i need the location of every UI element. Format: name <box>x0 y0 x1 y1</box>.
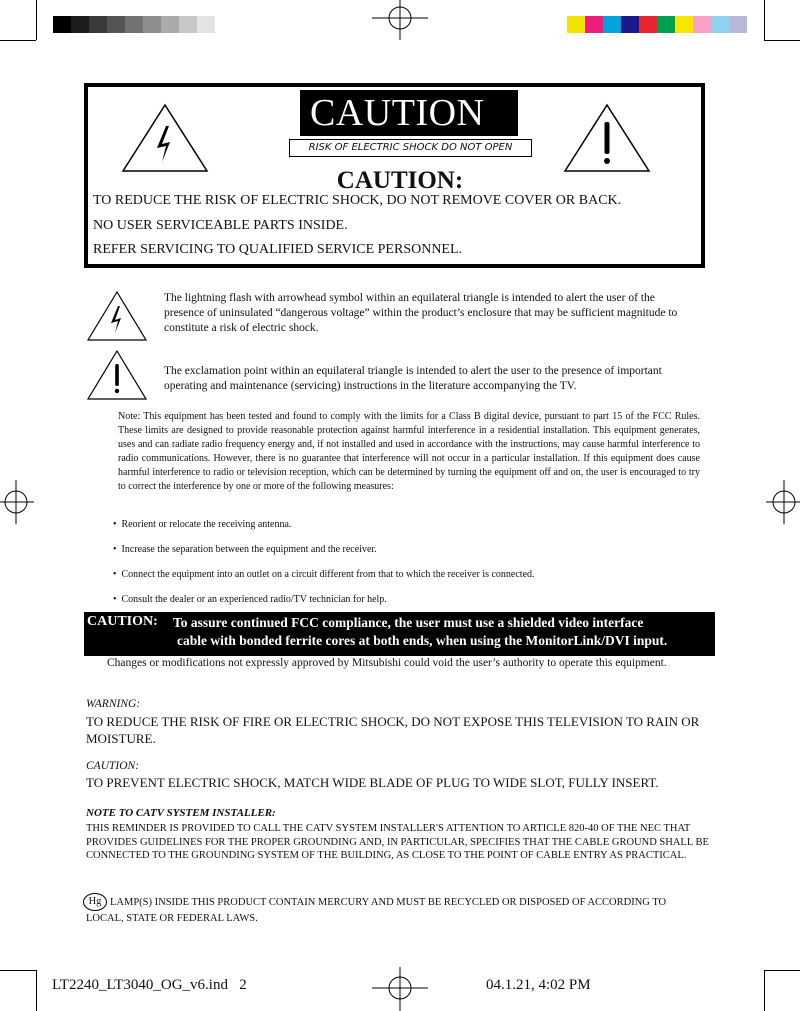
color-swatch <box>675 16 693 33</box>
file-slug: LT2240_LT3040_OG_v6.ind 2 <box>52 977 247 993</box>
changes-notice: Changes or modifications not expressly approved by Mitsubishi could void the user’s authority to operate this equipment. <box>107 657 667 669</box>
list-item: • Increase the separation between the equipment and the receiver. <box>113 544 377 555</box>
mercury-hg-badge: Hg <box>83 893 107 911</box>
gray-swatch <box>179 16 197 33</box>
exclamation-symbol-icon <box>86 349 148 401</box>
fcc-caution-line: To assure continued FCC compliance, the user must use a shielded video interface <box>173 615 644 630</box>
trim-mark <box>764 0 765 40</box>
fcc-caution-line: cable with bonded ferrite cores at both ends, when using the MonitorLink/DVI input. <box>177 633 668 648</box>
color-swatch <box>711 16 729 33</box>
trim-mark <box>764 970 765 1011</box>
catv-text: THIS REMINDER IS PROVIDED TO CALL THE CATV SYSTEM INSTALLER'S ATTENTION TO ARTICLE 820-40 OF THE NEC THAT PROVIDES GUIDELINES FOR THE PROPER GROUNDING AND, IN PARTICULAR, SPECIFIES THAT THE CABLE GROUND SHALL BE CONNECTED TO THE GROUNDING SYSTEM OF THE BUILDING, AS CLOSE TO THE POINT OF CABLE ENTRY AS PRACTICAL. <box>86 823 709 861</box>
gray-swatch <box>53 16 71 33</box>
lightning-symbol-icon <box>86 290 148 342</box>
catv-heading: NOTE TO CATV SYSTEM INSTALLER: <box>86 807 276 819</box>
gray-swatch <box>125 16 143 33</box>
gray-swatch-bar <box>53 16 215 33</box>
fcc-caution-band <box>84 612 715 656</box>
color-swatch <box>657 16 675 33</box>
caution-line: NO USER SERVICEABLE PARTS INSIDE. <box>93 218 348 233</box>
trim-mark <box>764 970 800 971</box>
list-item: • Connect the equipment into an outlet on a circuit different from that to which the receiver is connected. <box>113 569 535 580</box>
list-item: • Reorient or relocate the receiving antenna. <box>113 519 292 530</box>
caution-heading: CAUTION: <box>336 167 464 194</box>
trim-mark <box>0 970 36 971</box>
caution-line: REFER SERVICING TO QUALIFIED SERVICE PERSONNEL. <box>93 242 463 257</box>
color-swatch <box>567 16 585 33</box>
gray-swatch <box>197 16 215 33</box>
caution-plug-heading: CAUTION: <box>86 760 140 772</box>
fcc-caution-label: CAUTION: <box>87 614 158 629</box>
gray-swatch <box>71 16 89 33</box>
exclamation-explanation: The exclamation point within an equilateral triangle is intended to alert the user to the presence of important operating and maintenance (servicing) instructions in the literature accompanying the TV. <box>164 365 662 392</box>
trim-mark <box>0 40 36 41</box>
color-swatch <box>585 16 603 33</box>
color-swatch <box>639 16 657 33</box>
color-swatch <box>603 16 621 33</box>
gray-swatch <box>143 16 161 33</box>
registration-mark-bottom <box>372 967 428 1011</box>
trim-mark <box>36 970 37 1011</box>
registration-mark-left <box>0 480 34 524</box>
lightning-explanation: The lightning flash with arrowhead symbol within an equilateral triangle is intended to alert the user of the presence of uninsulated “dangerous voltage” within the product’s enclosure that may be sufficient magnitude to constitute a risk of electric shock. <box>164 292 678 334</box>
color-swatch <box>729 16 747 33</box>
color-swatch-bar <box>567 16 747 33</box>
exclamation-warning-icon <box>562 102 652 174</box>
fcc-note: Note: This equipment has been tested and found to comply with the limits for a Class B digital device, pursuant to part 15 of the FCC Rules. These limits are designed to provide reasonable protection against harmful interference in a residential installation. This equipment generates, uses and can radiate radio frequency energy and, if not installed and used in accordance with the instructions, may cause harmful interference to radio communications. However, there is no guarantee that interference will not occur in a particular installation. If this equipment does cause harmful interference to radio or television reception, which can be determined by turning the equipment off and on, the user is encouraged to try to correct the interference by one or more of the following measures: <box>118 411 700 492</box>
timestamp-slug: 04.1.21, 4:02 PM <box>486 977 591 993</box>
registration-mark-right <box>766 480 800 524</box>
gray-swatch <box>89 16 107 33</box>
gray-swatch <box>161 16 179 33</box>
trim-mark <box>36 0 37 40</box>
warning-heading: WARNING: <box>86 698 141 710</box>
gray-swatch <box>107 16 125 33</box>
caution-line: TO REDUCE THE RISK OF ELECTRIC SHOCK, DO NOT REMOVE COVER OR BACK. <box>93 193 622 208</box>
list-item: • Consult the dealer or an experienced radio/TV technician for help. <box>113 594 387 605</box>
registration-mark-top <box>372 0 428 40</box>
lightning-warning-icon <box>120 102 210 174</box>
color-swatch <box>693 16 711 33</box>
mercury-notice: LAMP(S) INSIDE THIS PRODUCT CONTAIN MERCURY AND MUST BE RECYCLED OR DISPOSED OF ACCORDING TO LOCAL, STATE OR FEDERAL LAWS. <box>86 897 667 924</box>
caution-plug-text: TO PREVENT ELECTRIC SHOCK, MATCH WIDE BLADE OF PLUG TO WIDE SLOT, FULLY INSERT. <box>86 775 659 790</box>
warning-text: TO REDUCE THE RISK OF FIRE OR ELECTRIC SHOCK, DO NOT EXPOSE THIS TELEVISION TO RAIN OR MOISTURE. <box>86 714 700 746</box>
trim-mark <box>764 40 800 41</box>
caution-banner: CAUTION <box>300 90 518 136</box>
risk-label: RISK OF ELECTRIC SHOCK DO NOT OPEN <box>289 139 532 157</box>
color-swatch <box>621 16 639 33</box>
